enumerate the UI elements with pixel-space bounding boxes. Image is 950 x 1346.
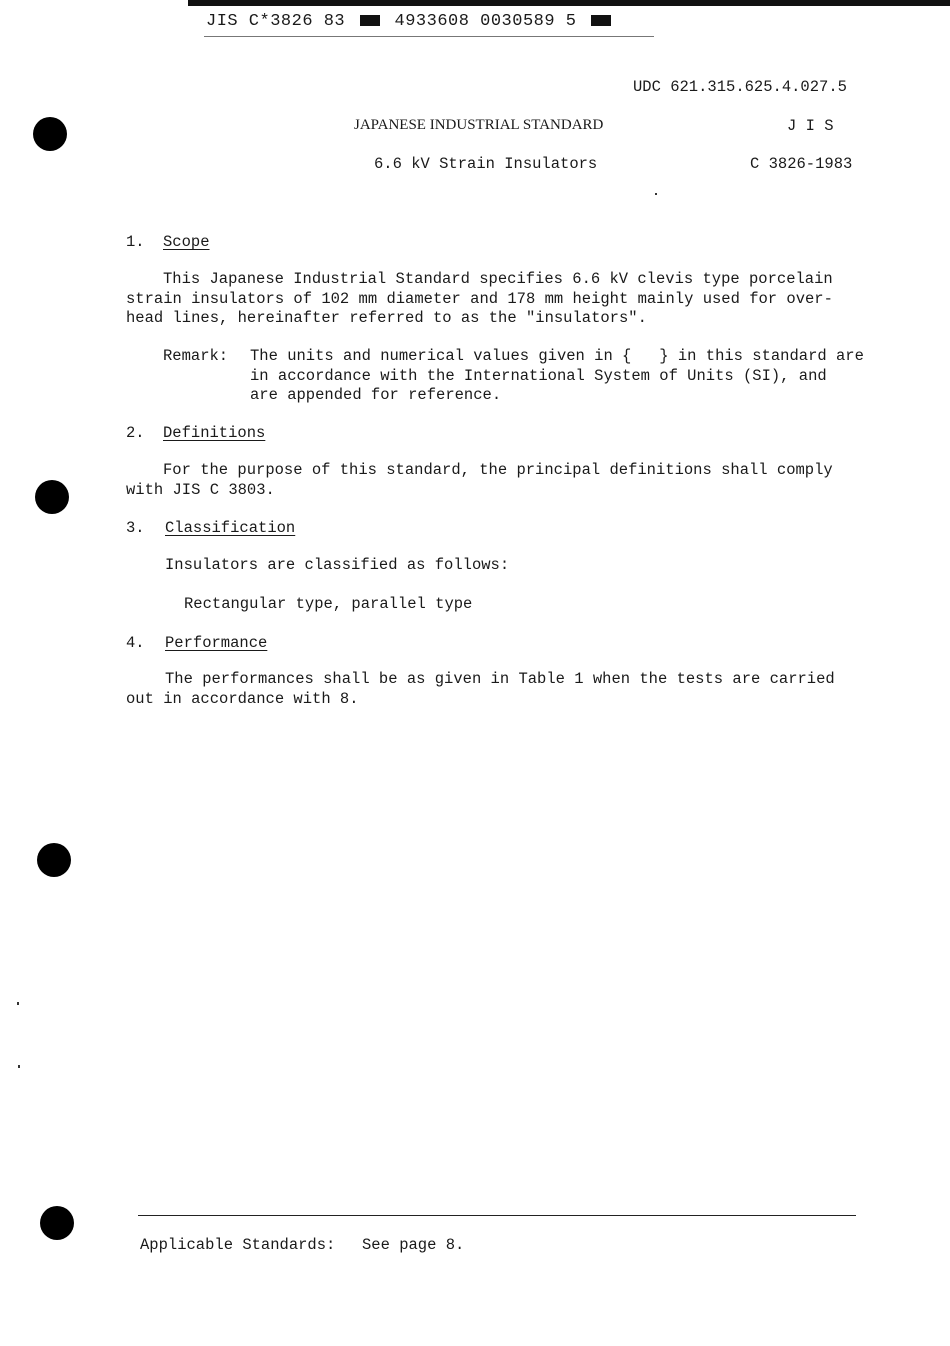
paragraph-line: This Japanese Industrial Standard specifies 6.6 kV clevis type porcelain (163, 270, 833, 288)
scan-top-bar (188, 0, 950, 6)
section-number: 3. (126, 519, 145, 537)
scan-speck (17, 1002, 19, 1005)
document-number: C 3826-1983 (750, 155, 853, 173)
paragraph-line: For the purpose of this standard, the principal definitions shall comply (163, 461, 833, 479)
udc-number: UDC 621.315.625.4.027.5 (633, 78, 847, 96)
black-block-mark (591, 15, 611, 26)
performance-paragraph (126, 670, 835, 709)
classification-item: Rectangular type, parallel type (184, 595, 473, 613)
section-title-definitions: Definitions (163, 424, 266, 442)
remark-line: in accordance with the International System of Units (SI), and (250, 366, 827, 385)
binder-hole (40, 1206, 74, 1240)
black-block-mark (360, 15, 380, 26)
standard-name: JAPANESE INDUSTRIAL STANDARD (354, 117, 604, 133)
remark-line: The units and numerical values given in { } in this standard are (250, 347, 864, 365)
section-title-performance: Performance (165, 634, 268, 652)
remark-line: are appended for reference. (250, 386, 502, 404)
code-mid: 4933608 0030589 5 (394, 12, 577, 31)
scope-paragraph (126, 270, 833, 329)
section-number: 4. (126, 634, 145, 652)
section-title-scope: Scope (163, 233, 210, 251)
classification-intro: Insulators are classified as follows: (165, 556, 510, 574)
footer-rule (138, 1215, 856, 1216)
paragraph-line: strain insulators of 102 mm diameter and 178 mm height mainly used for over- (126, 289, 833, 308)
document-code-header (206, 12, 615, 31)
section-number: 2. (126, 424, 145, 442)
paragraph-line: The performances shall be as given in Table 1 when the tests are carried (165, 670, 835, 688)
scan-speck (655, 193, 657, 195)
scan-speck (18, 1065, 20, 1068)
paragraph-line: out in accordance with 8. (126, 689, 359, 708)
remark-label: Remark: (163, 347, 229, 365)
binder-hole (35, 480, 69, 514)
paragraph-line: with JIS C 3803. (126, 480, 275, 499)
jis-mark: J I S (787, 117, 834, 135)
section-number: 1. (126, 233, 145, 251)
code-prefix: JIS C*3826 83 (206, 12, 346, 31)
binder-hole (33, 117, 67, 151)
applicable-standards-value: See page 8. (362, 1236, 465, 1254)
remark-text (250, 347, 864, 406)
header-rule (204, 36, 654, 37)
paragraph-line: head lines, hereinafter referred to as the "insulators". (126, 309, 647, 327)
definitions-paragraph (126, 461, 833, 500)
document-title: 6.6 kV Strain Insulators (374, 155, 598, 173)
section-title-classification: Classification (165, 519, 296, 537)
applicable-standards-label: Applicable Standards: (140, 1236, 336, 1254)
binder-hole (37, 843, 71, 877)
